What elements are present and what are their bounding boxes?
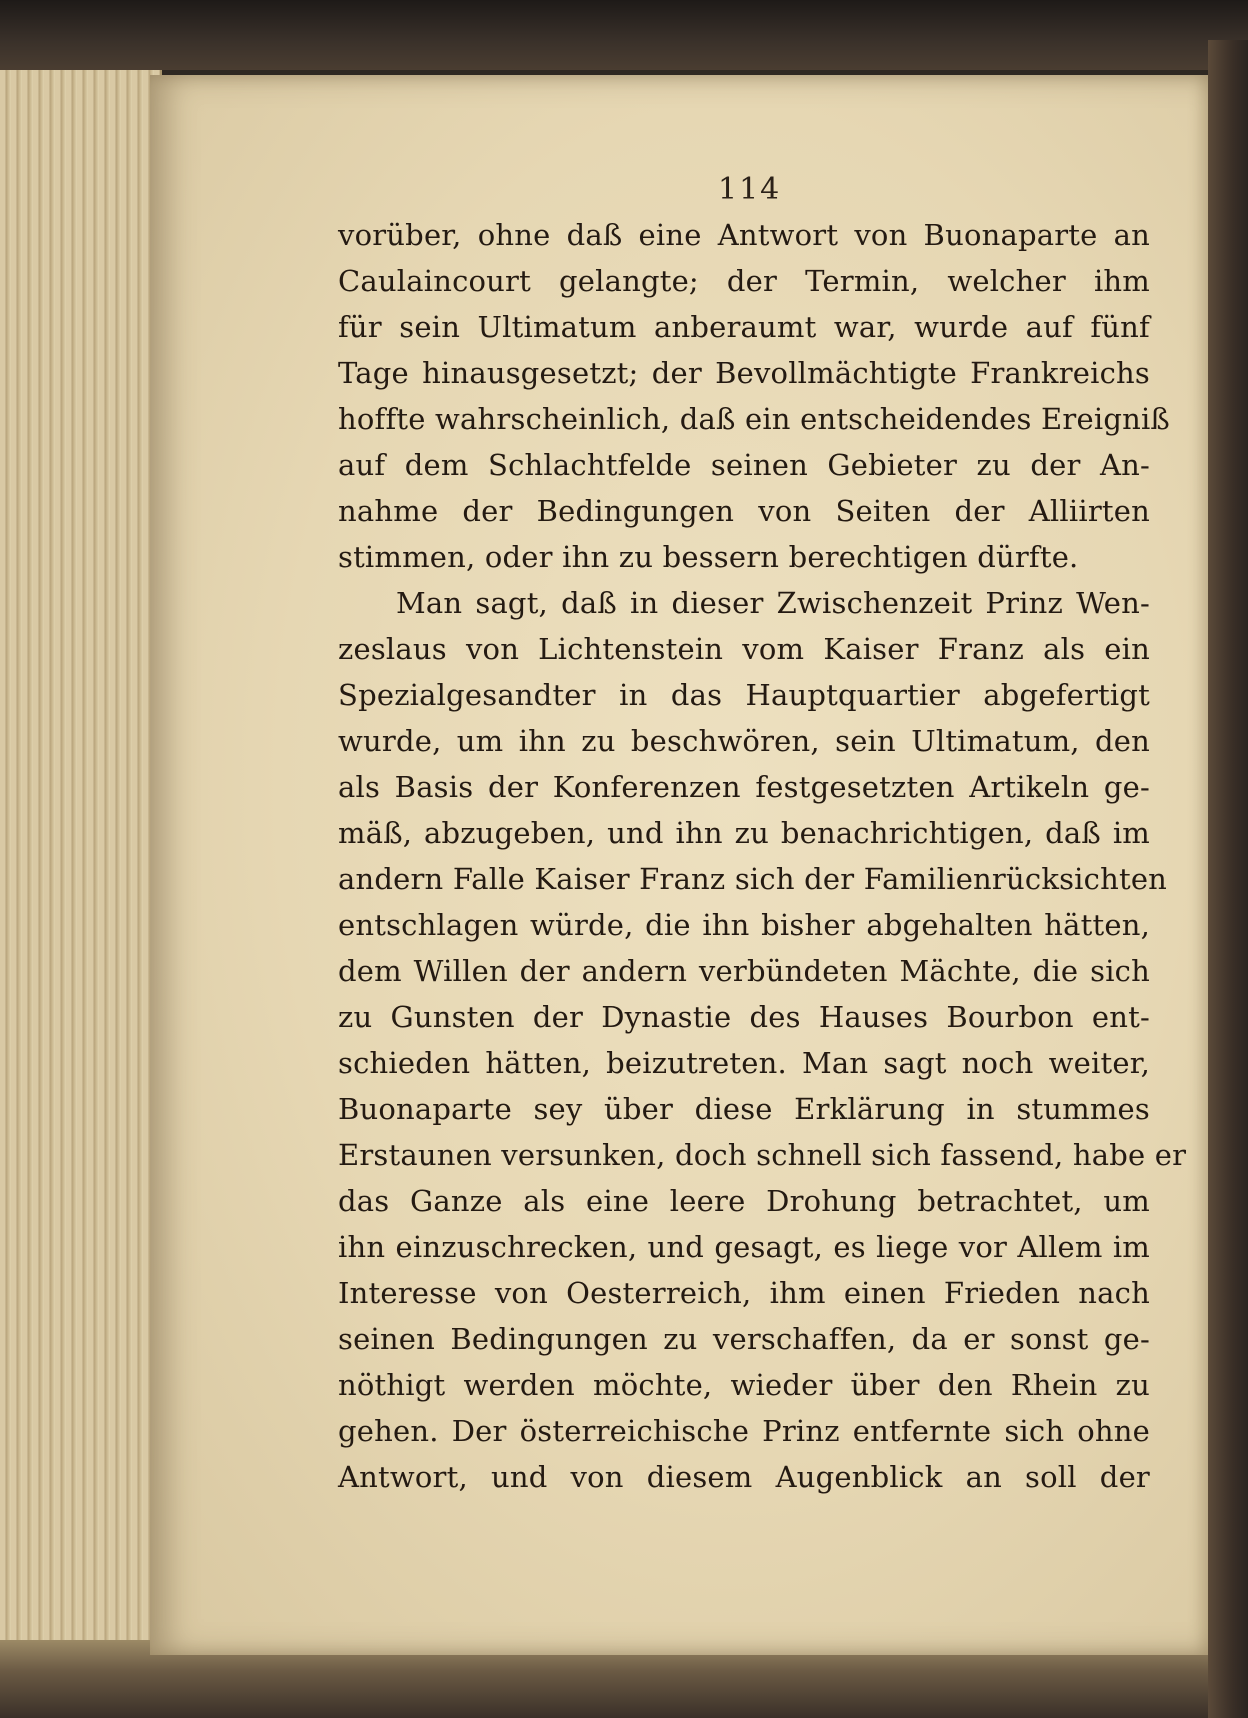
text-line: zeslaus von Lichtenstein vom Kaiser Franz als ein	[338, 632, 1150, 666]
book-binding	[0, 0, 1248, 70]
text-line: hoffte wahrscheinlich, daß ein entscheidendes Ereigniß	[338, 402, 1171, 436]
text-line: vorüber, ohne daß eine Antwort von Buonaparte an	[338, 218, 1150, 252]
text-line: nöthigt werden möchte, wieder über den Rhein zu	[338, 1368, 1150, 1402]
text-line: für sein Ultimatum anberaumt war, wurde auf fünf	[338, 310, 1150, 344]
page-edges	[0, 70, 162, 1718]
text-line: Buonaparte sey über diese Erklärung in stummes	[338, 1092, 1150, 1126]
text-line: Erstaunen versunken, doch schnell sich fassend, habe er	[338, 1138, 1187, 1172]
text-line: gehen. Der österreichische Prinz entfernte sich ohne	[338, 1414, 1150, 1448]
text-line: andern Falle Kaiser Franz sich der Familienrücksichten	[338, 862, 1168, 896]
text-line: auf dem Schlachtfelde seinen Gebieter zu der An-	[338, 448, 1150, 482]
text-line: Spezialgesandter in das Hauptquartier abgefertigt	[338, 678, 1150, 712]
paragraph-start-line: Man sagt, daß in dieser Zwischenzeit Prinz Wen-	[396, 586, 1150, 620]
text-line: dem Willen der andern verbündeten Mächte, die sich	[338, 954, 1150, 988]
paragraph-end-line: stimmen, oder ihn zu bessern berechtigen dürfte.	[338, 540, 1079, 574]
text-line: das Ganze als eine leere Drohung betrachtet, um	[338, 1184, 1150, 1218]
body-text	[338, 212, 1187, 1500]
text-line: nahme der Bedingungen von Seiten der Alliirten	[338, 494, 1150, 528]
text-line: wurde, um ihn zu beschwören, sein Ultimatum, den	[338, 724, 1150, 758]
text-line: zu Gunsten der Dynastie des Hauses Bourbon ent-	[338, 1000, 1150, 1034]
page-number: 114	[718, 172, 782, 207]
book-cover-edge	[1208, 40, 1248, 1718]
text-line: als Basis der Konferenzen festgesetzten Artikeln ge-	[338, 770, 1150, 804]
text-line: entschlagen würde, die ihn bisher abgehalten hätten,	[338, 908, 1150, 942]
text-line: Interesse von Oesterreich, ihm einen Frieden nach	[338, 1276, 1150, 1310]
text-line: Caulaincourt gelangte; der Termin, welcher ihm	[338, 264, 1150, 298]
text-line: Antwort, und von diesem Augenblick an soll der	[338, 1460, 1150, 1494]
text-line: mäß, abzugeben, und ihn zu benachrichtigen, daß im	[338, 816, 1150, 850]
text-line: seinen Bedingungen zu verschaffen, da er sonst ge-	[338, 1322, 1150, 1356]
text-line: ihn einzuschrecken, und gesagt, es liege vor Allem im	[338, 1230, 1150, 1264]
text-line: Tage hinausgesetzt; der Bevollmächtigte Frankreichs	[338, 356, 1150, 390]
text-line: schieden hätten, beizutreten. Man sagt noch weiter,	[338, 1046, 1150, 1080]
